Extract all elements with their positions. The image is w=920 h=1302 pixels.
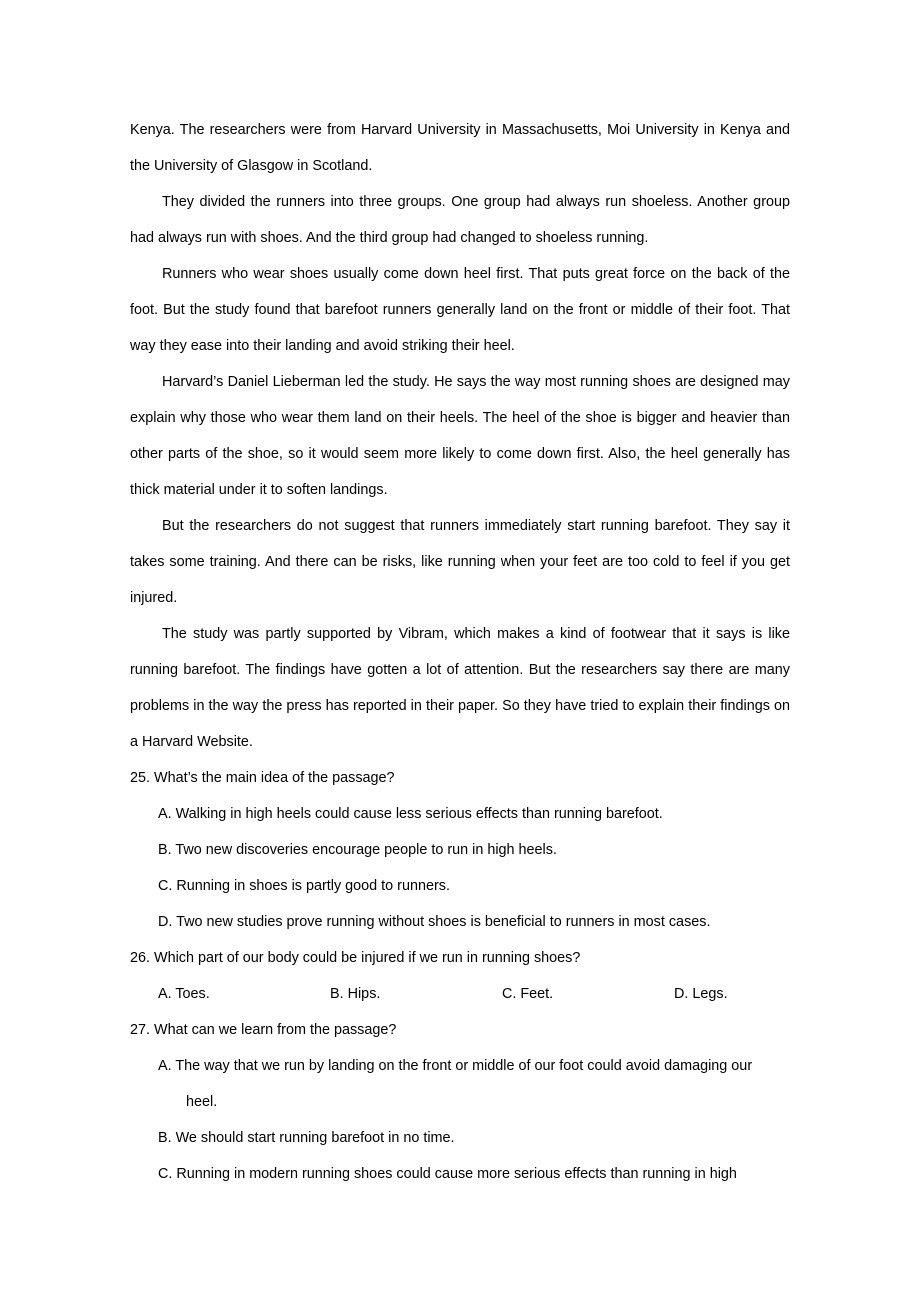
question-25-option-c[interactable]: C. Running in shoes is partly good to runners.	[158, 878, 450, 894]
question-26-stem: 26. Which part of our body could be injured if we run in running shoes?	[130, 950, 581, 966]
paragraph-1: Kenya. The researchers were from Harvard University in Massachusetts, Moi University in Kenya and the University of Glasgow in Scotland.	[130, 122, 790, 174]
question-26-option-d[interactable]: D. Legs.	[674, 986, 728, 1002]
paragraph-6: The study was partly supported by Vibram, which makes a kind of footwear that it says is like running barefoot. The findings have gotten a lot of attention. But the researchers say there are many problems in the way the press has reported in their paper. So they have tried to explain their findings on a Harvard Website.	[130, 626, 790, 750]
question-27-stem: 27. What can we learn from the passage?	[130, 1022, 397, 1038]
question-25-option-d[interactable]: D. Two new studies prove running without shoes is beneficial to runners in most cases.	[158, 914, 711, 930]
question-25-option-b[interactable]: B. Two new discoveries encourage people to run in high heels.	[158, 842, 557, 858]
question-26-options	[130, 976, 790, 1012]
document-body	[130, 112, 790, 1192]
paragraph-2: They divided the runners into three groups. One group had always run shoeless. Another group had always run with shoes. And the third group had changed to shoeless running.	[130, 194, 790, 246]
question-27-option-c[interactable]: C. Running in modern running shoes could cause more serious effects than running in high	[158, 1166, 737, 1182]
question-26-option-a[interactable]: A. Toes.	[158, 986, 210, 1002]
question-27-option-a-cont	[130, 1084, 790, 1120]
question-26-option-b[interactable]: B. Hips.	[330, 986, 381, 1002]
question-25-option-a[interactable]: A. Walking in high heels could cause less serious effects than running barefoot.	[158, 806, 663, 822]
paragraph-4: Harvard’s Daniel Lieberman led the study. He says the way most running shoes are designed may explain why those who wear them land on their heels. The heel of the shoe is bigger and heavier than other parts of the shoe, so it would seem more likely to come down first. Also, the heel generally has thick material under it to soften landings.	[130, 374, 790, 498]
question-27-option-a-wrap: heel.	[186, 1094, 218, 1110]
question-27-option-b[interactable]: B. We should start running barefoot in no time.	[158, 1130, 455, 1146]
paragraph-3: Runners who wear shoes usually come down heel first. That puts great force on the back of the foot. But the study found that barefoot runners generally land on the front or middle of their foot. That way they ease into their landing and avoid striking their heel.	[130, 266, 790, 354]
question-26-option-c[interactable]: C. Feet.	[502, 986, 554, 1002]
question-25-stem: 25. What’s the main idea of the passage?	[130, 770, 395, 786]
paragraph-5: But the researchers do not suggest that runners immediately start running barefoot. They say it takes some training. And there can be risks, like running when your feet are too cold to feel if you get injured.	[130, 518, 790, 606]
question-27-option-a[interactable]: A. The way that we run by landing on the front or middle of our foot could avoid damaging our	[158, 1058, 753, 1074]
